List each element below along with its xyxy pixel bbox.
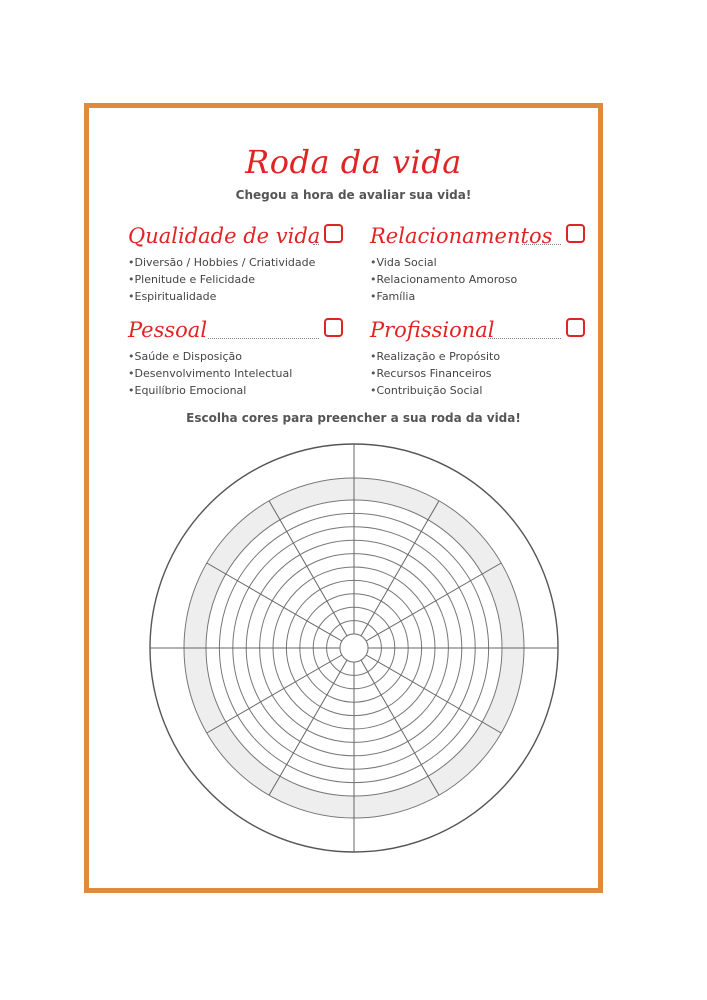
checkbox-relacionamentos[interactable] [566, 224, 585, 243]
item-list [128, 348, 343, 399]
list-item: • Diversão / Hobbies / Criatividade [128, 254, 343, 271]
wheel-center [340, 634, 368, 662]
list-item: • Desenvolvimento Intelectual [128, 365, 343, 382]
dotted-leader [488, 338, 561, 339]
checkbox-profissional[interactable] [566, 318, 585, 337]
page-subtitle: Chegou a hora de avaliar sua vida! [235, 188, 472, 202]
section-pessoal [128, 314, 343, 399]
list-item: • Vida Social [370, 254, 585, 271]
dotted-leader [208, 338, 319, 339]
section-header [370, 220, 585, 250]
section-header [128, 220, 343, 250]
checkbox-qualidade-de-vida[interactable] [324, 224, 343, 243]
wheel-instruction: Escolha cores para preencher a sua roda da vida! [186, 411, 521, 425]
list-item: • Recursos Financeiros [370, 365, 585, 382]
page-title: Roda da vida [245, 143, 462, 181]
item-list [370, 348, 585, 399]
item-list [370, 254, 585, 305]
section-title: Relacionamentos [370, 224, 553, 248]
section-header [370, 314, 585, 344]
section-title: Qualidade de vida [128, 224, 321, 248]
section-title: Profissional [370, 318, 495, 342]
list-item: • Contribuição Social [370, 382, 585, 399]
list-item: • Equilíbrio Emocional [128, 382, 343, 399]
list-item: • Plenitude e Felicidade [128, 271, 343, 288]
list-item: • Espiritualidade [128, 288, 343, 305]
list-item: • Família [370, 288, 585, 305]
list-item: • Saúde e Disposição [128, 348, 343, 365]
section-header [128, 314, 343, 344]
section-relacionamentos [370, 220, 585, 305]
dotted-leader [522, 244, 561, 245]
dotted-leader [313, 244, 319, 245]
item-list [128, 254, 343, 305]
section-qualidade-de-vida [128, 220, 343, 305]
checkbox-pessoal[interactable] [324, 318, 343, 337]
section-title: Pessoal [128, 318, 208, 342]
section-profissional [370, 314, 585, 399]
list-item: • Realização e Propósito [370, 348, 585, 365]
life-wheel[interactable] [149, 443, 559, 853]
list-item: • Relacionamento Amoroso [370, 271, 585, 288]
